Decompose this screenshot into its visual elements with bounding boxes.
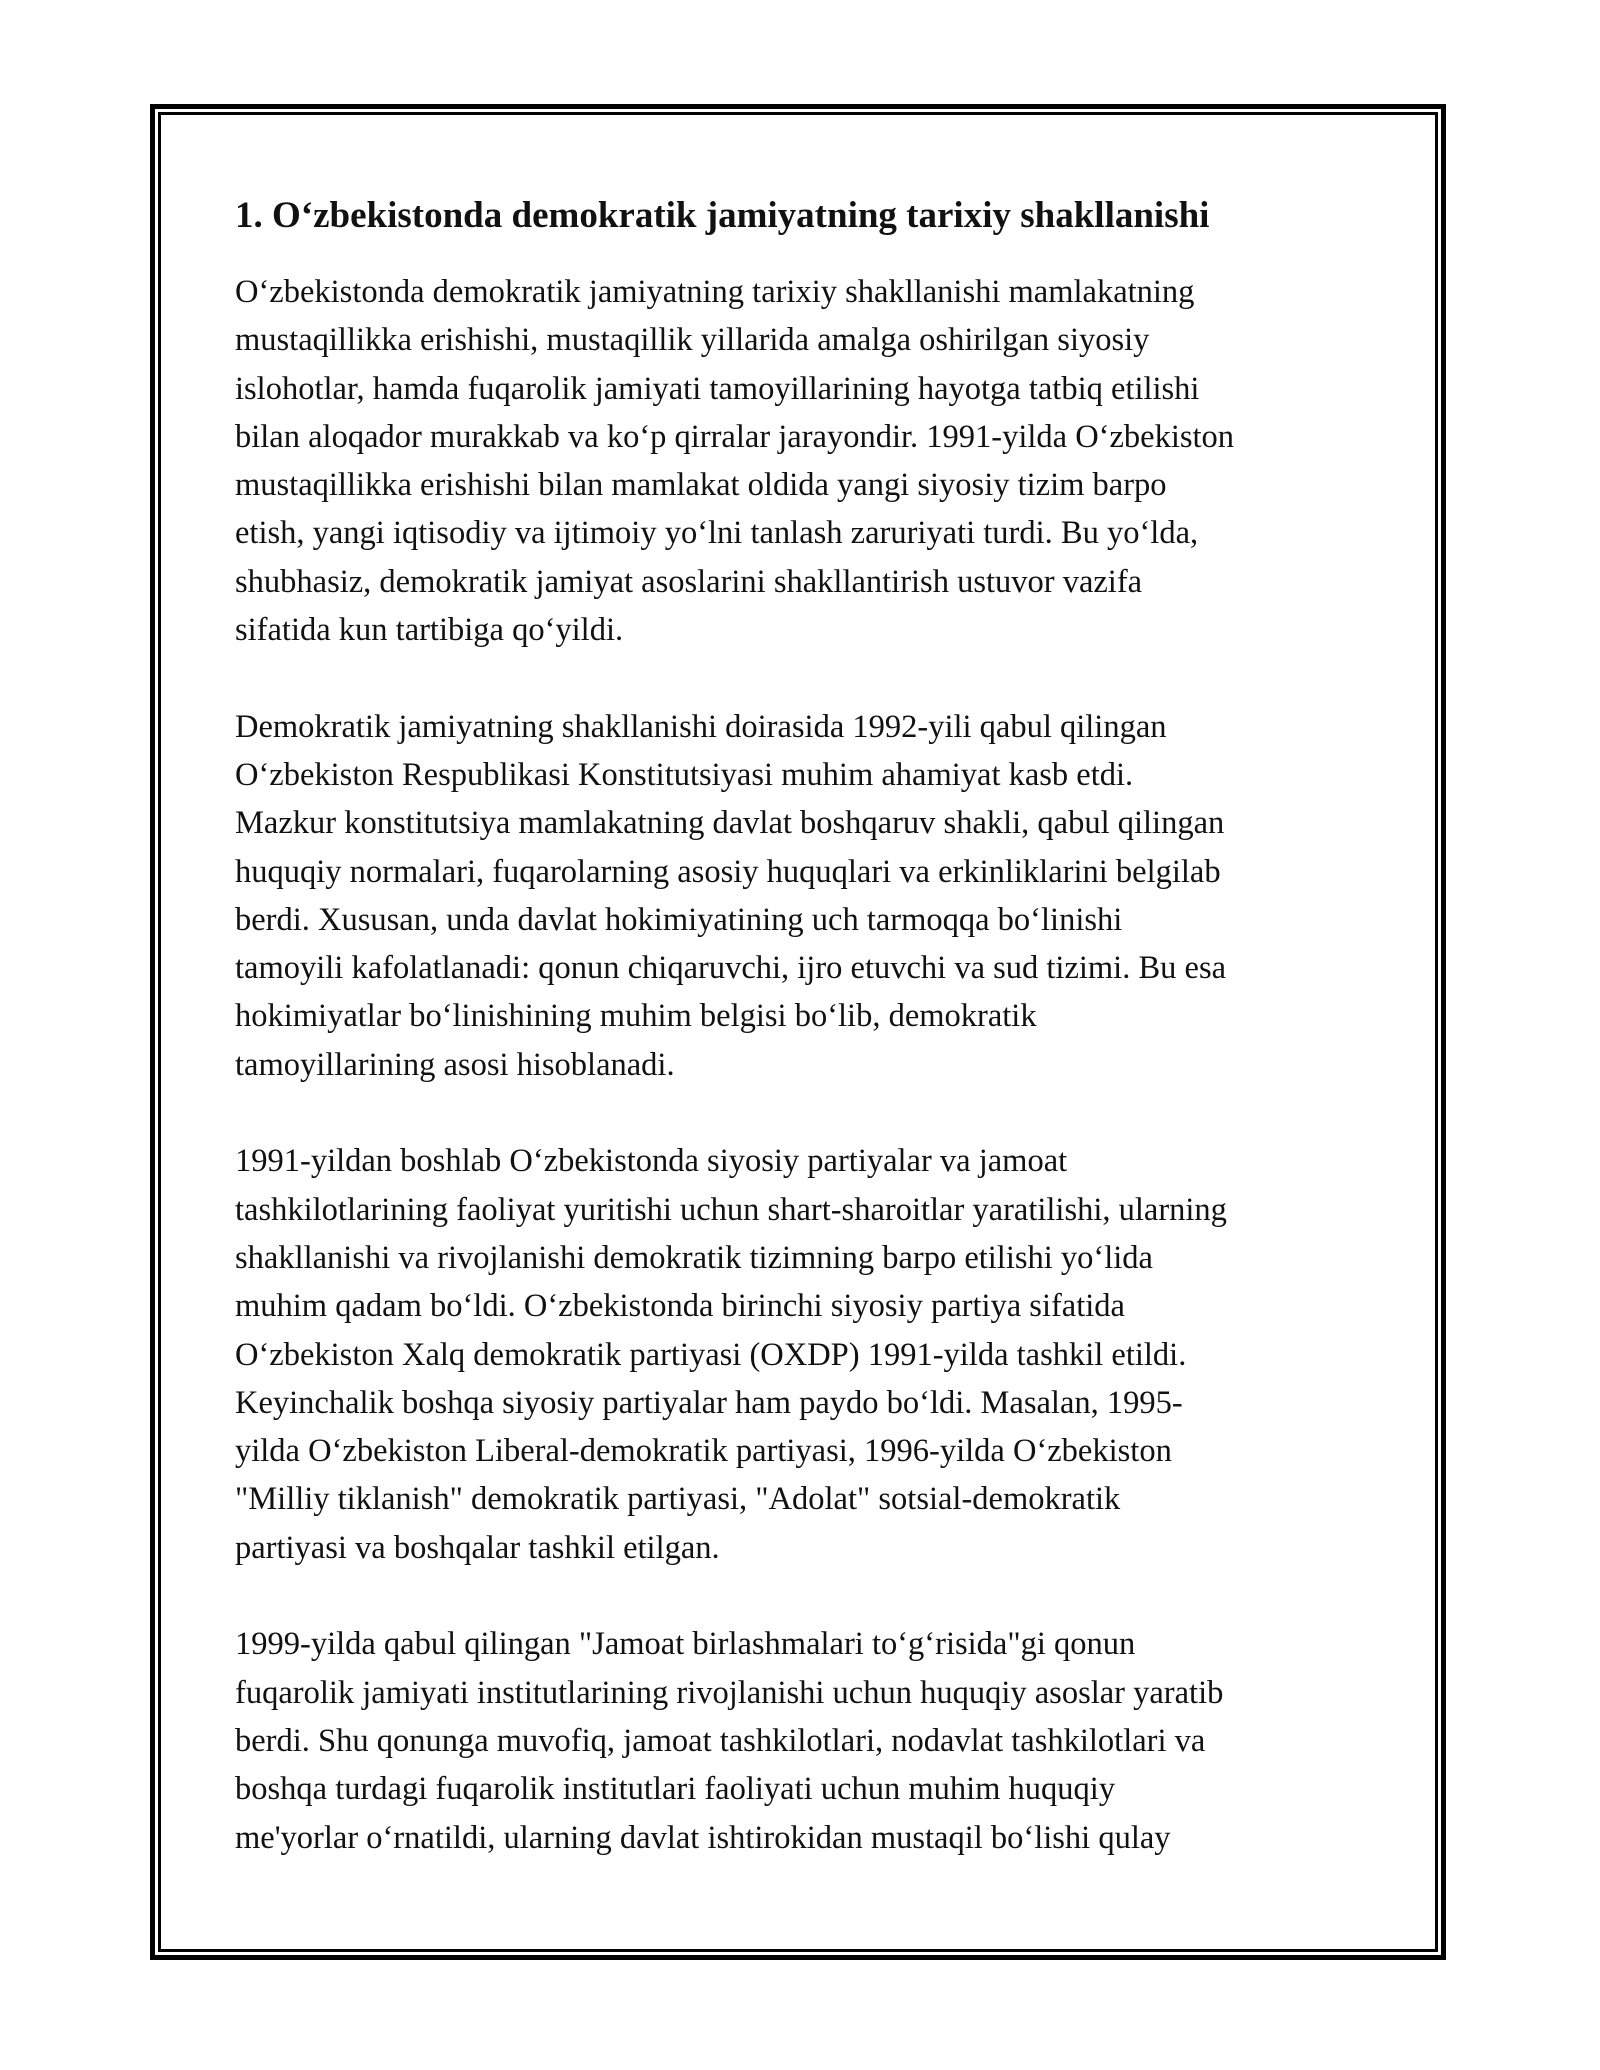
paragraph-line: partiyasi va boshqalar tashkil etilgan. [235,1529,720,1566]
paragraph-line: bilan aloqador murakkab va ko‘p qirralar jarayondir. 1991-yilda O‘zbekiston [235,418,1235,455]
paragraph-line: Keyinchalik boshqa siyosiy partiyalar ham paydo bo‘ldi. Masalan, 1995- [235,1384,1183,1421]
paragraph-line: fuqarolik jamiyati institutlarining rivojlanishi uchun huquqiy asoslar yaratib [235,1674,1224,1711]
paragraph-line: 1999-yilda qabul qilingan "Jamoat birlashmalari to‘g‘risida"gi qonun [235,1626,1136,1663]
paragraph-line: etish, yangi iqtisodiy va ijtimoiy yo‘lni tanlash zaruriyati turdi. Bu yo‘lda, [235,515,1199,552]
paragraph-line: Demokratik jamiyatning shakllanishi doirasida 1992-yili qabul qilingan [235,708,1167,745]
paragraph-line: shubhasiz, demokratik jamiyat asoslarini shakllantirish ustuvor vazifa [235,563,1143,600]
paragraph [235,1620,1375,1861]
paragraph-line: hokimiyatlar bo‘linishining muhim belgisi bo‘lib, demokratik [235,998,1037,1035]
paragraph-line: berdi. Xususan, unda davlat hokimiyatining uch tarmoqqa bo‘linishi [235,901,1123,938]
paragraph-line: 1991-yildan boshlab O‘zbekistonda siyosiy partiyalar va jamoat [235,1143,1068,1180]
paragraph-line: O‘zbekistonda demokratik jamiyatning tarixiy shakllanishi mamlakatning [235,274,1195,310]
paragraph-line: berdi. Shu qonunga muvofiq, jamoat tashkilotlari, nodavlat tashkilotlari va [235,1722,1206,1759]
paragraph-line: mustaqillikka erishishi, mustaqillik yillarida amalga oshirilgan siyosiy [235,322,1150,359]
paragraph [235,703,1375,1089]
paragraph-line: me'yorlar o‘rnatildi, ularning davlat ishtirokidan mustaqil bo‘lishi qulay [235,1819,1171,1856]
paragraph-line: Mazkur konstitutsiya mamlakatning davlat boshqaruv shakli, qabul qilingan [235,805,1225,842]
paragraph-line: tamoyillarining asosi hisoblanadi. [235,1046,675,1083]
paragraph-list [235,268,1375,1862]
paragraph [235,268,1375,654]
document-body [235,180,1375,1910]
paragraph-line: huquqiy normalari, fuqarolarning asosiy huquqlari va erkinliklarini belgilab [235,853,1221,890]
paragraph-line: O‘zbekiston Respublikasi Konstitutsiyasi muhim ahamiyat kasb etdi. [235,756,1134,793]
paragraph-line: O‘zbekiston Xalq demokratik partiyasi (OXDP) 1991-yilda tashkil etildi. [235,1336,1187,1373]
paragraph [235,1137,1375,1572]
paragraph-line: yilda O‘zbekiston Liberal-demokratik partiyasi, 1996-yilda O‘zbekiston [235,1433,1172,1470]
paragraph-line: "Milliy tiklanish" demokratik partiyasi, "Adolat" sotsial-demokratik [235,1481,1121,1518]
paragraph-line: muhim qadam bo‘ldi. O‘zbekistonda birinchi siyosiy partiya sifatida [235,1288,1125,1325]
paragraph-line: islohotlar, hamda fuqarolik jamiyati tamoyillarining hayotga tatbiq etilishi [235,370,1200,407]
paragraph-line: sifatida kun tartibiga qo‘yildi. [235,612,624,649]
paragraph-line: mustaqillikka erishishi bilan mamlakat oldida yangi siyosiy tizim barpo [235,467,1167,504]
section-heading: 1. O‘zbekistonda demokratik jamiyatning tarixiy shakllanishi [235,195,1210,236]
paragraph-line: tashkilotlarining faoliyat yuritishi uchun shart-sharoitlar yaratilishi, ularning [235,1191,1227,1228]
paragraph-line: tamoyili kafolatlanadi: qonun chiqaruvchi, ijro etuvchi va sud tizimi. Bu esa [235,950,1227,987]
paragraph-line: shakllanishi va rivojlanishi demokratik tizimning barpo etilishi yo‘lida [235,1239,1153,1276]
paragraph-line: boshqa turdagi fuqarolik institutlari faoliyati uchun muhim huquqiy [235,1771,1116,1808]
